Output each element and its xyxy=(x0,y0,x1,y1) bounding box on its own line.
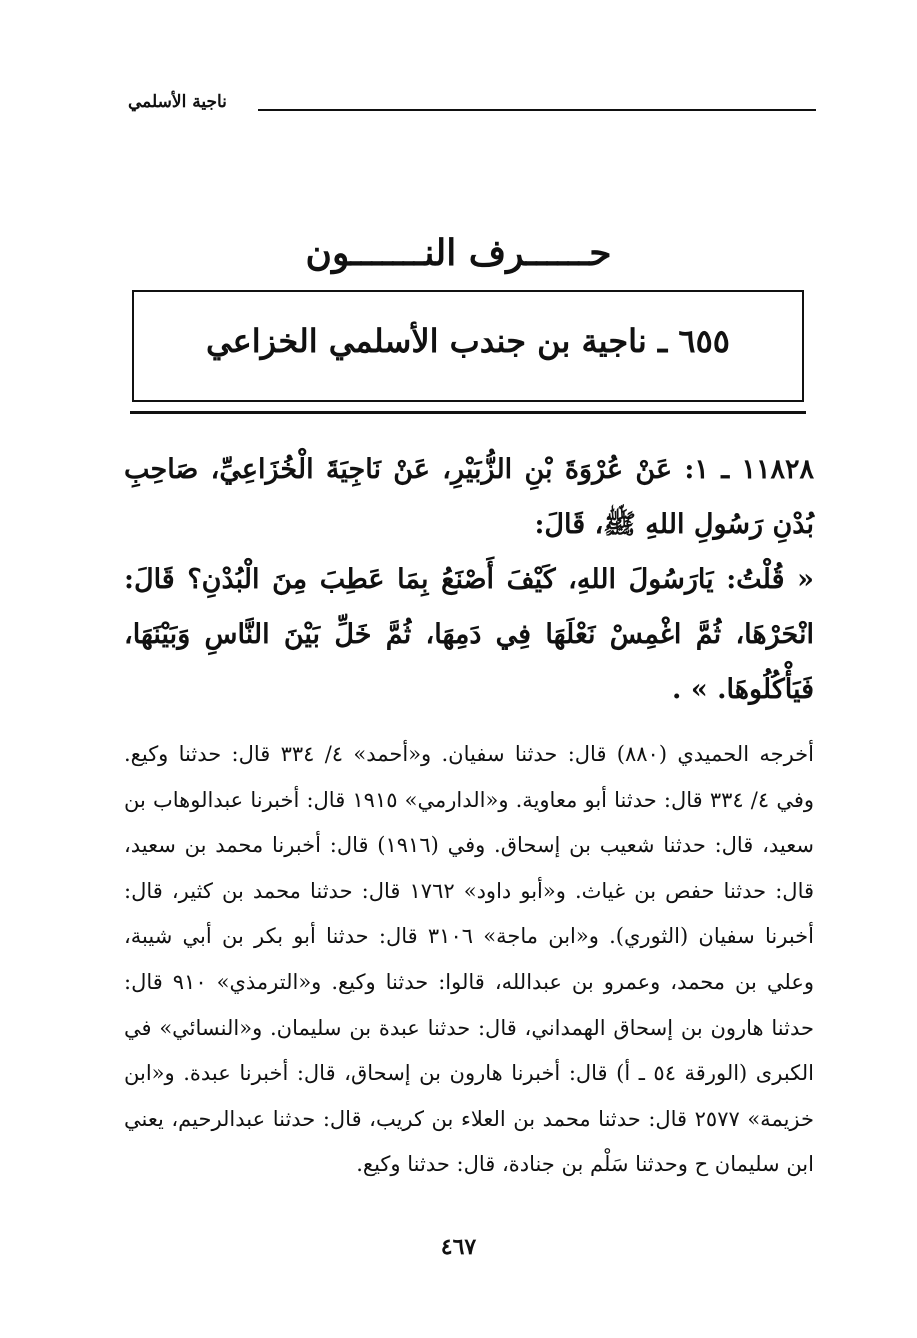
hadith-intro: ١١٨٢٨ ـ ١: عَنْ عُرْوَةَ بْنِ الزُّبَيْرِ، عَنْ نَاجِيَةَ الْخُزَاعِيِّ، صَاحِبِ بُدْنِ رَسُولِ اللهِ ﷺ، قَالَ: xyxy=(124,454,814,540)
takhrij-block xyxy=(124,732,814,1188)
entry-divider-rule xyxy=(130,411,806,414)
takhrij-text: أخرجه الحميدي (٨٨٠) قال: حدثنا سفيان. و«أحمد» ٤/ ٣٣٤ قال: حدثنا وكيع. وفي ٤/ ٣٣٤ قال: حدثنا أبو معاوية. و«الدارمي» ١٩١٥ قال: أخبرنا عبدالوهاب بن سعيد، قال: حدثنا شعيب بن إسحاق. وفي (١٩١٦) قال: أخبرنا محمد بن سعيد، قال: حدثنا حفص بن غياث. و«أبو داود» ١٧٦٢ قال: حدثنا محمد بن كثير، قال: أخبرنا سفيان (الثوري). و«ابن ماجة» ٣١٠٦ قال: حدثنا أبو بكر بن أبي شيبة، وعلي بن محمد، وعمرو بن عبدالله، قالوا: حدثنا وكيع. و«الترمذي» ٩١٠ قال: حدثنا هارون بن إسحاق الهمداني، قال: حدثنا عبدة بن سليمان. و«النسائي» في الكبرى (الورقة ٥٤ ـ أ) قال: أخبرنا هارون بن إسحاق، قال: أخبرنا عبدة. و«ابن خزيمة» ٢٥٧٧ قال: حدثنا محمد بن العلاء بن كريب، قال: حدثنا عبدالرحيم، يعني ابن سليمان ح وحدثنا سَلْم بن جنادة، قال: حدثنا وكيع. xyxy=(124,742,815,1177)
header-rule xyxy=(258,109,816,111)
hadith-text: « قُلْتُ: يَارَسُولَ اللهِ، كَيْفَ أَصْنَعُ بِمَا عَطِبَ مِنَ الْبُدْنِ؟ قَالَ: انْحَرْهَا، ثُمَّ اغْمِسْ نَعْلَهَا فِي دَمِهَا، ثُمَّ خَلِّ بَيْنَ النَّاسِ وَبَيْنَهَا، فَيَأْكُلُوهَا. » . xyxy=(124,564,814,705)
hadith-block xyxy=(124,442,814,717)
running-header-title: ناجية الأسلمي xyxy=(128,92,227,112)
entry-title: ٦٥٥ ـ ناجية بن جندب الأسلمي الخزاعي xyxy=(206,322,730,360)
entry-title-box xyxy=(132,290,804,402)
section-title: حــــــرف النـــــــون xyxy=(305,232,612,274)
page-number: ٤٦٧ xyxy=(440,1234,477,1260)
running-header xyxy=(128,92,818,122)
